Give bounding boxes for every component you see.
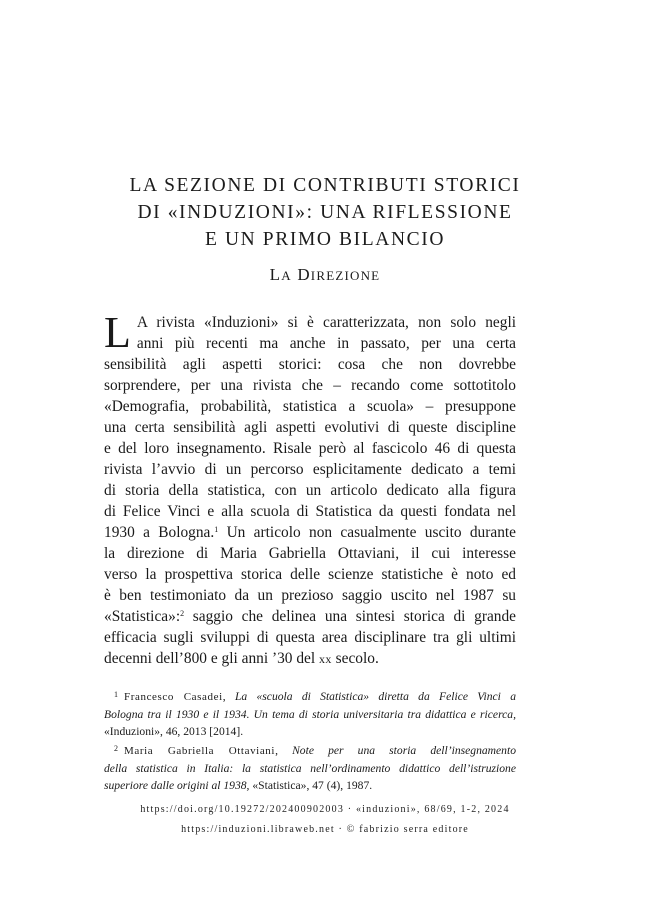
footnote-title: La «scuola di Statistica» diretta da Felice Vinci a: [234, 690, 516, 703]
body-line: [104, 312, 516, 333]
article-author: [0, 265, 650, 285]
body-text: 1930 a Bologna.: [104, 524, 215, 541]
footnote-line: [104, 777, 516, 794]
footnote-ref-2[interactable]: 2: [180, 609, 185, 618]
footnote-line: Bologna tra il 1930 e il 1934. Un tema di storia universitaria tra didattica e ricerca,: [104, 708, 516, 721]
author-initial-2: D: [297, 265, 311, 284]
page-footer: [0, 800, 650, 840]
footnote-ref-1[interactable]: 1: [214, 525, 219, 534]
body-line: verso la prospettiva storica delle scienze statistiche è noto ed: [104, 566, 516, 583]
body-text: decenni dell’800 e gli anni ’30 del: [104, 650, 319, 667]
title-line-2: DI «INDUZIONI»: UNA RIFLESSIONE: [137, 202, 513, 223]
body-line: di storia della statistica, con un articolo dedicato alla figura: [104, 482, 516, 499]
body-line: di Felice Vinci e alla scuola di Statistica da questi fondata nel: [104, 503, 516, 520]
body-line: una certa sensibilità agli aspetti evolutivi di queste discipline: [104, 419, 516, 436]
drop-cap: L: [104, 308, 131, 357]
author-rest-2: IREZIONE: [310, 268, 381, 283]
body-line: «Demografia, probabilità, statistica a scuola» – presuppone: [104, 398, 516, 415]
body-line: [104, 606, 516, 627]
title-line-3: E UN PRIMO BILANCIO: [204, 229, 446, 250]
body-text: «Statistica»:: [104, 608, 181, 625]
footnote-line: $^2$ Maria Gabriella Ottaviani, Note per una storia dell’insegnamento: [114, 744, 516, 757]
site-link[interactable]: https://induzioni.libraweb.net · © fabrizio serra editore: [181, 824, 469, 835]
footnote-title: superiore dalle origini al 1938,: [104, 779, 250, 792]
body-line: rivista l’avvio di un percorso esplicitamente dedicato a temi: [104, 461, 516, 478]
author-initial-1: L: [269, 265, 282, 284]
footnotes: [104, 686, 516, 794]
footnote-2: [104, 740, 516, 794]
body-line: anni più recenti ma anche in passato, per una certa: [136, 335, 516, 352]
century-small-caps: xx: [318, 652, 332, 666]
footnote-author: Maria Gabriella Ottaviani: [124, 745, 276, 757]
article-title: [0, 172, 650, 253]
footnote-author: Francesco Casadei: [124, 691, 223, 703]
footnote-1: [104, 686, 516, 740]
body-text: A rivista «Induzioni» si è caratterizzata, non solo negli: [136, 314, 516, 331]
article-body: [104, 308, 516, 669]
body-text: secolo.: [331, 650, 379, 667]
footnote-line: della statistica in Italia: la statistica nell’ordinamento didattico dell’istruzione: [104, 762, 516, 775]
body-line: [104, 648, 516, 669]
footnote-line: $^1$ Francesco Casadei, La «scuola di Statistica» diretta da Felice Vinci a: [114, 690, 516, 703]
body-line: è ben testimoniato da un prezioso saggio uscito nel 1987 su: [104, 587, 516, 604]
body-text: Un articolo non casualmente uscito durante: [218, 524, 516, 541]
body-text: saggio che delinea una sintesi storica di grande: [184, 608, 516, 625]
footnote-mark: 1: [114, 690, 118, 699]
footnote-title: Note per una storia dell’insegnamento: [292, 744, 516, 757]
doi-link[interactable]: https://doi.org/10.19272/202400902003 · «induzioni», 68/69, 1-2, 2024: [140, 804, 510, 815]
body-line: sorprendere, per una rivista che – recando come sottotitolo: [104, 377, 516, 394]
footnote-mark: 2: [114, 744, 118, 753]
body-line: efficacia sugli sviluppi di questa area disciplinare tra gli ultimi: [104, 629, 516, 646]
body-line: e del loro insegnamento. Risale però al fascicolo 46 di questa: [104, 440, 516, 457]
title-line-1: LA SEZIONE DI CONTRIBUTI STORICI: [129, 175, 521, 196]
author-rest-1: A: [281, 268, 292, 283]
footnote-line: «Induzioni», 46, 2013 [2014].: [104, 725, 244, 738]
body-line: [104, 522, 516, 543]
body-line: sensibilità agli aspetti storici: cosa che non dovrebbe: [104, 356, 516, 373]
footnote-source: «Statistica», 47 (4), 1987.: [249, 779, 373, 792]
body-line: la direzione di Maria Gabriella Ottaviani, il cui interesse: [104, 545, 516, 562]
